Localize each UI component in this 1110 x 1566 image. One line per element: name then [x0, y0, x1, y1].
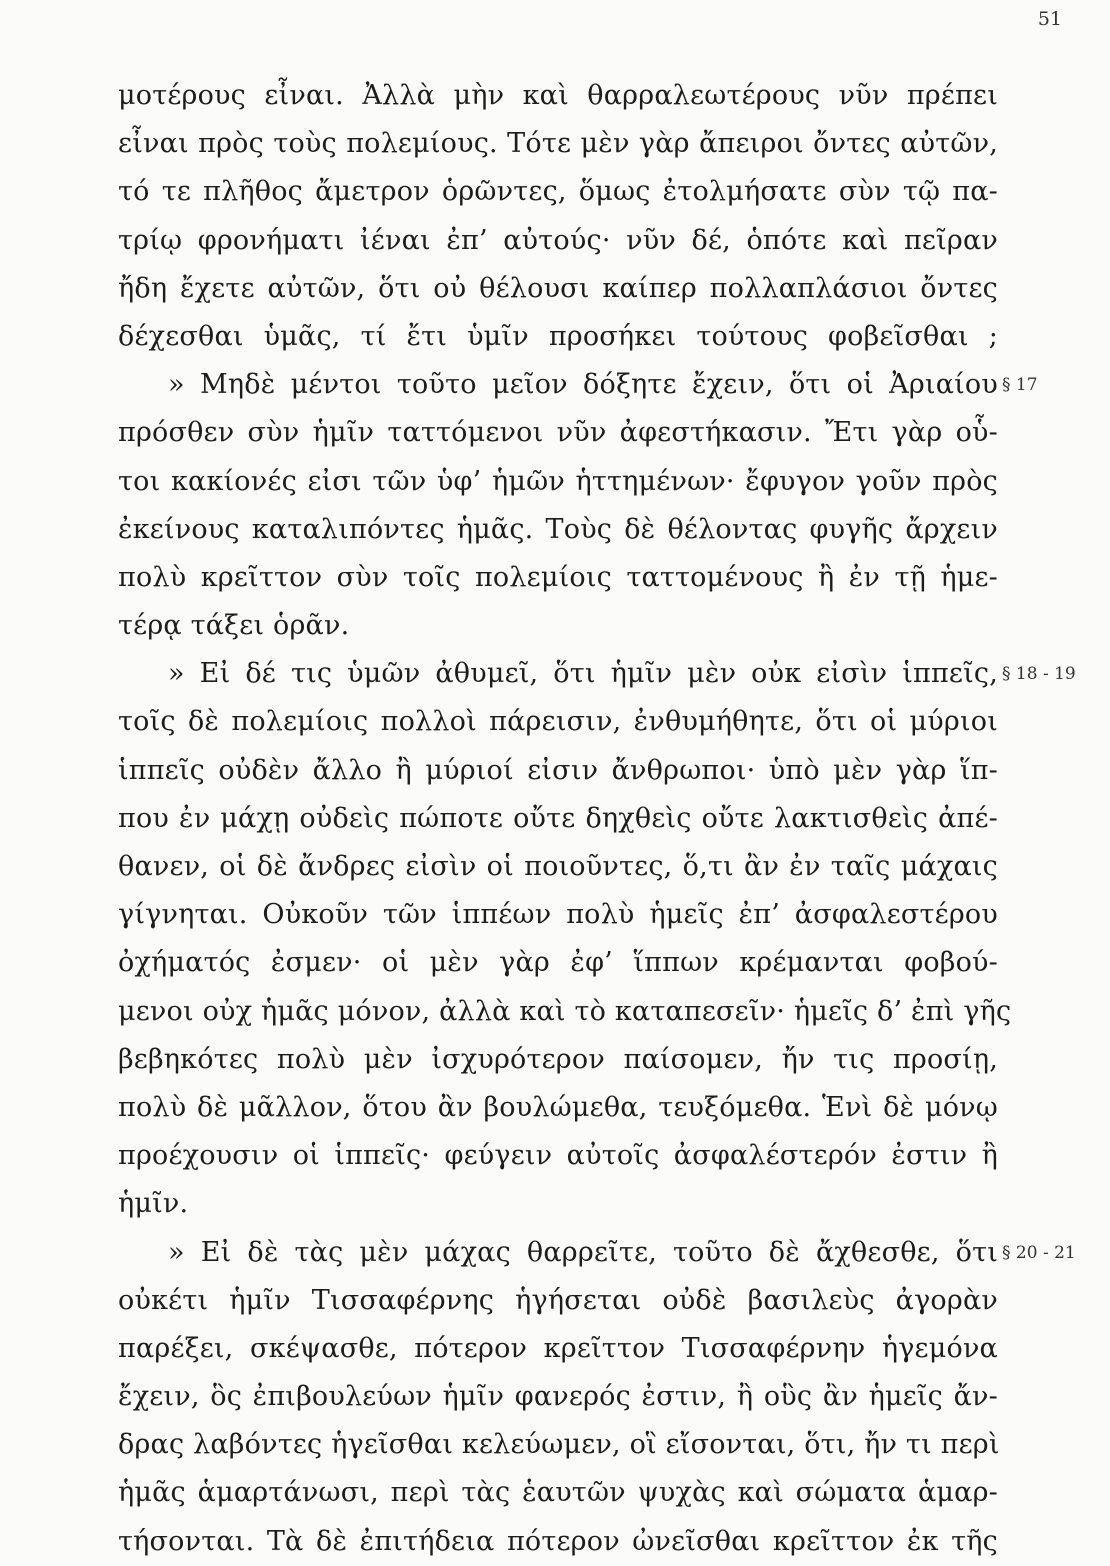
text-line: οὐκέτι ἡμῖν Τισσαφέρνης ἡγήσεται οὐδὲ βασιλεὺς ἀγορὰν — [118, 1284, 998, 1316]
text-line: πρόσθεν σὺν ἡμῖν ταττόμενοι νῦν ἀφεστήκασιν. Ἔτι γὰρ οὗ- — [118, 417, 998, 449]
text-line: μοτέρους εἶναι. Ἀλλὰ μὴν καὶ θαρραλεωτέρους νῦν πρέπει — [118, 80, 998, 111]
text-line: τό τε πλῆθος ἄμετρον ὁρῶντες, ὅμως ἐτολμήσατε σὺν τῷ πα- — [118, 176, 998, 208]
text-line: ἔχειν, ὃς ἐπιβουλεύων ἡμῖν φανερός ἐστιν, ἢ οὓς ἂν ἡμεῖς ἄν- — [118, 1381, 998, 1413]
text-line: τρίῳ φρονήματι ἰέναι ἐπ’ αὐτούς· νῦν δέ, ὁπότε καὶ πεῖραν — [118, 224, 998, 256]
text-line: μενοι οὐχ ἡμᾶς μόνον, ἀλλὰ καὶ τὸ καταπεσεῖν· ἡμεῖς δ’ ἐπὶ γῆς — [118, 995, 1012, 1027]
text-line: τοι κακίονές εἰσι τῶν ὑφ’ ἡμῶν ἡττημένων· ἔφυγον γοῦν πρὸς — [118, 465, 998, 497]
text-line: δέχεσθαι ὑμᾶς, τί ἔτι ὑμῖν προσήκει τούτους φοβεῖσθαι ; — [118, 320, 998, 352]
text-line: τήσονται. Τὰ δὲ ἐπιτήδεια πότερον ὠνεῖσθαι κρεῖττον ἐκ τῆς — [118, 1525, 998, 1557]
body-text — [118, 72, 1012, 1566]
text-line: εἶναι πρὸς τοὺς πολεμίους. Τότε μὲν γὰρ ἄπειροι ὄντες αὐτῶν, — [118, 128, 998, 160]
text-line: δρας λαβόντες ἡγεῖσθαι κελεύωμεν, οἳ εἴσονται, ὅτι, ἤν τι περὶ — [118, 1429, 1000, 1461]
section-reference: § 18 - 19 — [1002, 664, 1076, 685]
section-reference: § 20 - 21 — [1002, 1242, 1076, 1263]
page-number: 51 — [1037, 8, 1062, 30]
text-line: ὀχήματός ἐσμεν· οἱ μὲν γὰρ ἐφ’ ἵππων κρέμανται φοβού- — [118, 947, 998, 979]
text-line: ἤδη ἔχετε αὐτῶν, ὅτι οὐ θέλουσι καίπερ πολλαπλάσιοι ὄντες — [118, 272, 998, 304]
text-line: που ἐν μάχῃ οὐδεὶς πώποτε οὔτε δηχθεὶς οὔτε λακτισθεὶς ἀπέ- — [118, 802, 998, 834]
text-line: τοῖς δὲ πολεμίοις πολλοὶ πάρεισιν, ἐνθυμήθητε, ὅτι οἱ μύριοι — [118, 706, 998, 738]
text-line: πολὺ κρεῖττον σὺν τοῖς πολεμίοις ταττομένους ἢ ἐν τῇ ἡμε- — [118, 561, 998, 593]
text-line: τέρᾳ τάξει ὁρᾶν. — [118, 610, 350, 642]
section-reference: § 17 — [1002, 375, 1038, 396]
text-line: παρέξει, σκέψασθε, πότερον κρεῖττον Τισσαφέρνην ἡγεμόνα — [118, 1332, 998, 1364]
text-line: ἐκείνους καταλιπόντες ἡμᾶς. Τοὺς δὲ θέλοντας φυγῆς ἄρχειν — [118, 513, 998, 545]
text-line: θανεν, οἱ δὲ ἄνδρες εἰσὶν οἱ ποιοῦντες, ὅ,τι ἂν ἐν ταῖς μάχαις — [118, 851, 998, 882]
text-line: πολὺ δὲ μᾶλλον, ὅτου ἂν βουλώμεθα, τευξόμεθα. Ἑνὶ δὲ μόνῳ — [118, 1091, 998, 1123]
text-line: » Εἰ δέ τις ὑμῶν ἀθυμεῖ, ὅτι ἡμῖν μὲν οὐκ εἰσὶν ἱππεῖς, — [168, 658, 998, 690]
text-line: » Εἰ δὲ τὰς μὲν μάχας θαρρεῖτε, τοῦτο δὲ ἄχθεσθε, ὅτι — [168, 1236, 998, 1268]
text-line: προέχουσιν οἱ ἱππεῖς· φεύγειν αὐτοῖς ἀσφαλέστερόν ἐστιν ἢ — [118, 1140, 998, 1172]
text-line: βεβηκότες πολὺ μὲν ἰσχυρότερον παίσομεν, ἤν τις προσίῃ, — [118, 1043, 998, 1075]
text-line: ἱππεῖς οὐδὲν ἄλλο ἢ μύριοί εἰσιν ἄνθρωποι· ὑπὸ μὲν γὰρ ἵπ- — [118, 754, 998, 786]
text-line: » Μηδὲ μέντοι τοῦτο μεῖον δόξητε ἔχειν, ὅτι οἱ Ἀριαίου — [168, 369, 998, 401]
text-line: ἡμᾶς ἁμαρτάνωσι, περὶ τὰς ἑαυτῶν ψυχὰς καὶ σώματα ἁμαρ- — [118, 1477, 998, 1509]
text-line: γίγνηται. Οὐκοῦν τῶν ἱππέων πολὺ ἡμεῖς ἐπ’ ἀσφαλεστέρου — [118, 899, 998, 931]
text-line: ἡμῖν. — [118, 1188, 189, 1220]
